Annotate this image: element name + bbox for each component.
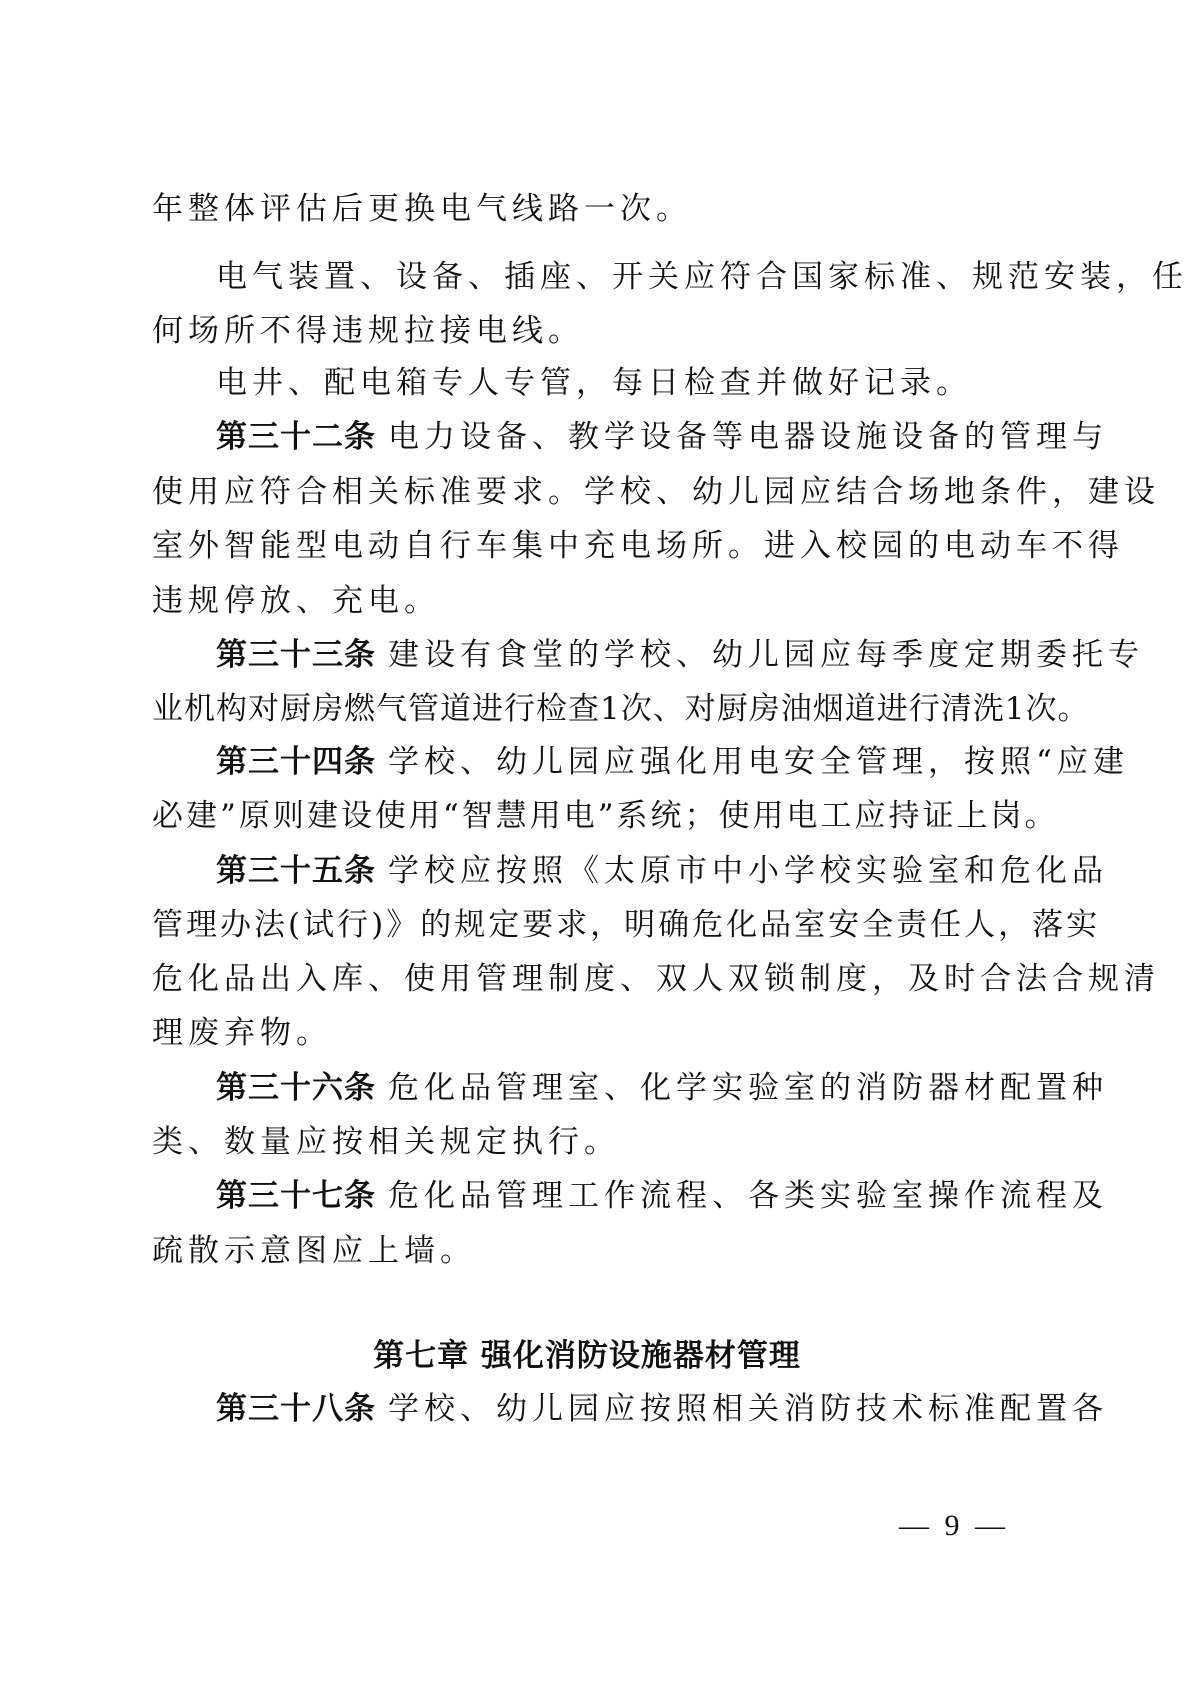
- article-text: 危化品管理工作流程、各类实验室操作流程及: [388, 1178, 1108, 1214]
- article-line: [216, 743, 1129, 783]
- article-line: [216, 1069, 1108, 1109]
- page-number: — 9 —: [899, 1509, 1009, 1542]
- article-number: 第三十三条: [216, 637, 376, 673]
- article-number: 第三十七条: [216, 1178, 376, 1214]
- text-line: 室外智能型电动自行车集中充电场所。进入校园的电动车不得: [152, 528, 1124, 564]
- article-text: 学校应按照《太原市中小学校实验室和危化品: [388, 853, 1108, 889]
- article-line: [216, 636, 1144, 676]
- text-line: 年整体评估后更换电气线路一次。: [152, 191, 692, 227]
- text-line: 电气装置、设备、插座、开关应符合国家标准、规范安装，任: [216, 259, 1188, 295]
- article-text: 电力设备、教学设备等电器设施设备的管理与: [388, 419, 1108, 455]
- chapter-heading: 第七章 强化消防设施器材管理: [373, 1338, 801, 1374]
- text-line: 危化品出入库、使用管理制度、双人双锁制度，及时合法合规清: [152, 961, 1160, 997]
- text-line: 必建”原则建设使用“智慧用电”系统；使用电工应持证上岗。: [152, 798, 1059, 834]
- text-line: 违规停放、充电。: [152, 583, 440, 619]
- article-text: 危化品管理室、化学实验室的消防器材配置种: [388, 1070, 1108, 1106]
- text-line: 使用应符合相关标准要求。学校、幼儿园应结合场地条件，建设: [152, 474, 1160, 510]
- article-line: [216, 1177, 1108, 1217]
- article-number: 第三十八条: [216, 1391, 376, 1427]
- text-line: 疏散示意图应上墙。: [152, 1233, 476, 1269]
- article-number: 第三十五条: [216, 853, 376, 889]
- article-line: [216, 1390, 1108, 1430]
- text-line: 业机构对厨房燃气管道进行检查1次、对厨房油烟道进行清洗1次。: [152, 691, 1090, 727]
- text-line: 类、数量应按相关规定执行。: [152, 1124, 620, 1160]
- article-number: 第三十二条: [216, 419, 376, 455]
- article-text: 学校、幼儿园应按照相关消防技术标准配置各: [388, 1391, 1108, 1427]
- article-number: 第三十六条: [216, 1070, 376, 1106]
- article-line: [216, 418, 1108, 458]
- text-line: 电井、配电箱专人专管，每日检查并做好记录。: [216, 365, 972, 401]
- text-line: 何场所不得违规拉接电线。: [152, 313, 584, 349]
- article-line: [216, 852, 1108, 892]
- text-line: 理废弃物。: [152, 1015, 332, 1051]
- text-line: 管理办法(试行)》的规定要求，明确危化品室安全责任人，落实: [152, 907, 1101, 943]
- article-number: 第三十四条: [216, 744, 376, 780]
- article-text: 建设有食堂的学校、幼儿园应每季度定期委托专: [388, 637, 1144, 673]
- article-text: 学校、幼儿园应强化用电安全管理，按照“应建: [388, 744, 1129, 780]
